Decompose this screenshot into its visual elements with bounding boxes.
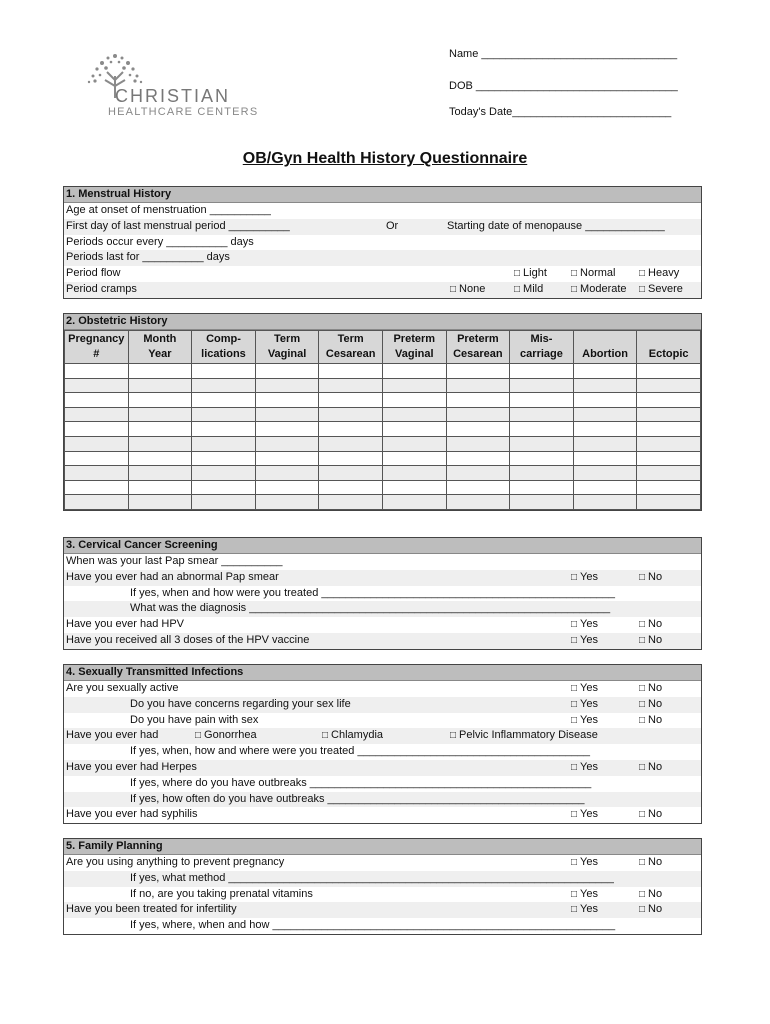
table-cell[interactable]: [128, 364, 192, 379]
table-cell[interactable]: [319, 407, 383, 422]
period-flow-row: Period flow □ Light □ Normal □ Heavy: [64, 266, 701, 282]
table-row: [65, 378, 701, 393]
yes-checkbox[interactable]: □ Yes: [571, 617, 598, 633]
table-row: [65, 495, 701, 510]
table-cell[interactable]: [510, 407, 574, 422]
column-header: [573, 331, 637, 364]
column-header-line1: Pregnancy: [68, 333, 125, 345]
no-checkbox[interactable]: □ No: [639, 713, 662, 729]
table-cell[interactable]: [192, 451, 256, 466]
yes-checkbox[interactable]: □ Yes: [571, 760, 598, 776]
table-cell[interactable]: [573, 422, 637, 437]
section-heading: 4. Sexually Transmitted Infections: [64, 665, 701, 681]
if-yes-when-row[interactable]: If yes, when, how and where were you treated ______________________________________: [130, 745, 590, 758]
column-header-line2: Cesarean: [453, 348, 503, 360]
table-cell[interactable]: [65, 422, 129, 437]
periods-every-row[interactable]: Periods occur every __________ days: [66, 235, 254, 248]
logo-christian-text: CHRISTIAN: [115, 86, 231, 106]
obstetric-table: [64, 330, 701, 510]
table-cell[interactable]: [128, 451, 192, 466]
column-header: [255, 331, 319, 364]
column-header-line1: Term: [337, 333, 364, 345]
table-cell[interactable]: [192, 466, 256, 481]
page-title: OB/Gyn Health History Questionnaire: [242, 150, 528, 167]
table-cell[interactable]: [319, 451, 383, 466]
section-heading: 5. Family Planning: [64, 839, 701, 855]
yes-checkbox[interactable]: □ Yes: [571, 887, 598, 903]
flow-light-checkbox[interactable]: □ Light: [514, 266, 547, 282]
name-field[interactable]: Name ________________________________: [449, 48, 678, 60]
pid-checkbox[interactable]: □ Pelvic Inflammatory Disease: [450, 728, 598, 744]
table-cell[interactable]: [637, 495, 701, 510]
yes-checkbox[interactable]: □ Yes: [571, 902, 598, 918]
table-cell[interactable]: [446, 422, 510, 437]
table-cell[interactable]: [446, 407, 510, 422]
sti-section: [63, 664, 702, 824]
cramps-severe-checkbox[interactable]: □ Severe: [639, 282, 683, 298]
table-cell[interactable]: [446, 364, 510, 379]
family-planning-section: [63, 838, 702, 935]
table-cell[interactable]: [255, 466, 319, 481]
column-header: [637, 331, 701, 364]
table-cell[interactable]: [446, 495, 510, 510]
no-checkbox[interactable]: □ No: [639, 697, 662, 713]
yes-checkbox[interactable]: □ Yes: [571, 855, 598, 871]
table-cell[interactable]: [637, 451, 701, 466]
section-heading: 1. Menstrual History: [64, 187, 701, 203]
table-cell[interactable]: [637, 480, 701, 495]
column-header: [128, 331, 192, 364]
table-cell[interactable]: [446, 480, 510, 495]
column-header-line2: Abortion: [582, 348, 628, 360]
no-checkbox[interactable]: □ No: [639, 633, 662, 649]
cramps-moderate-checkbox[interactable]: □ Moderate: [571, 282, 627, 298]
no-checkbox[interactable]: □ No: [639, 807, 662, 823]
periods-last-row[interactable]: Periods last for __________ days: [64, 250, 701, 266]
column-header: [446, 331, 510, 364]
column-header: [510, 331, 574, 364]
table-cell[interactable]: [510, 393, 574, 408]
table-cell[interactable]: [637, 364, 701, 379]
yes-checkbox[interactable]: □ Yes: [571, 570, 598, 586]
no-checkbox[interactable]: □ No: [639, 617, 662, 633]
menopause-field[interactable]: Starting date of menopause _____________: [447, 219, 665, 232]
table-cell[interactable]: [382, 393, 446, 408]
table-cell[interactable]: [637, 466, 701, 481]
no-checkbox[interactable]: □ No: [639, 902, 662, 918]
table-cell[interactable]: [255, 422, 319, 437]
column-header-line1: Comp-: [206, 333, 241, 345]
table-cell[interactable]: [573, 393, 637, 408]
sexually-active-row: Are you sexually active □ Yes □ No: [64, 681, 701, 697]
table-cell[interactable]: [573, 495, 637, 510]
table-cell[interactable]: [382, 495, 446, 510]
hpv-vaccine-row: Have you received all 3 doses of the HPV vaccine □ Yes □ No: [64, 633, 701, 649]
table-cell[interactable]: [573, 364, 637, 379]
table-row: [65, 480, 701, 495]
no-checkbox[interactable]: □ No: [639, 855, 662, 871]
column-header-line2: Year: [148, 348, 172, 360]
column-header: [65, 331, 129, 364]
table-cell[interactable]: [65, 364, 129, 379]
table-cell[interactable]: [192, 378, 256, 393]
menstrual-history-section: [63, 186, 702, 299]
table-cell[interactable]: [510, 466, 574, 481]
no-checkbox[interactable]: □ No: [639, 760, 662, 776]
table-cell[interactable]: [128, 407, 192, 422]
table-cell[interactable]: [65, 393, 129, 408]
table-cell[interactable]: [255, 495, 319, 510]
yes-checkbox[interactable]: □ Yes: [571, 681, 598, 697]
column-header-line2: Ectopic: [648, 348, 689, 360]
table-cell[interactable]: [192, 393, 256, 408]
no-checkbox[interactable]: □ No: [639, 570, 662, 586]
table-cell[interactable]: [637, 436, 701, 451]
herpes-row: Have you ever had Herpes □ Yes □ No: [64, 760, 701, 776]
column-header-line2: Cesarean: [325, 348, 376, 360]
cramps-mild-checkbox[interactable]: □ Mild: [514, 282, 543, 298]
pain-row: Do you have pain with sex □ Yes □ No: [64, 713, 701, 729]
table-cell[interactable]: [192, 422, 256, 437]
table-cell[interactable]: [510, 495, 574, 510]
column-header: [382, 331, 446, 364]
table-cell[interactable]: [319, 495, 383, 510]
yes-checkbox[interactable]: □ Yes: [571, 633, 598, 649]
table-cell[interactable]: [255, 451, 319, 466]
column-header-line1: Month: [143, 333, 177, 345]
table-cell[interactable]: [255, 407, 319, 422]
column-header-line1: Mis-: [530, 333, 553, 345]
column-header-line2: #: [93, 348, 100, 360]
period-cramps-row: Period cramps □ None □ Mild □ Moderate □ Severe: [64, 282, 701, 298]
column-header: [319, 331, 383, 364]
table-cell[interactable]: [510, 422, 574, 437]
age-onset-row[interactable]: Age at onset of menstruation __________: [66, 204, 271, 216]
obstetric-history-section: [63, 313, 702, 511]
table-cell[interactable]: [382, 364, 446, 379]
table-cell[interactable]: [255, 378, 319, 393]
table-cell[interactable]: [382, 480, 446, 495]
table-cell[interactable]: [192, 364, 256, 379]
section-heading: 2. Obstetric History: [64, 314, 701, 330]
dob-field[interactable]: DOB _________________________________: [449, 80, 678, 92]
table-row: [65, 407, 701, 422]
table-cell[interactable]: [637, 393, 701, 408]
table-cell[interactable]: [128, 393, 192, 408]
table-cell[interactable]: [446, 451, 510, 466]
table-cell[interactable]: [65, 378, 129, 393]
outbreaks-often-row[interactable]: If yes, how often do you have outbreaks __________________________________________: [64, 792, 701, 808]
table-cell[interactable]: [128, 466, 192, 481]
column-header-line2: carriage: [520, 348, 563, 360]
ever-had-row: Have you ever had □ Gonorrhea □ Chlamydia □ Pelvic Inflammatory Disease: [64, 728, 701, 744]
infertility-where-row[interactable]: If yes, where, when and how ________________________________________________________: [130, 919, 616, 932]
table-cell[interactable]: [382, 436, 446, 451]
flow-heavy-checkbox[interactable]: □ Heavy: [639, 266, 679, 282]
column-header: [192, 331, 256, 364]
flow-normal-checkbox[interactable]: □ Normal: [571, 266, 616, 282]
prenatal-row: If no, are you taking prenatal vitamins □ Yes □ No: [64, 887, 701, 903]
table-cell[interactable]: [573, 480, 637, 495]
table-cell[interactable]: [255, 364, 319, 379]
table-cell[interactable]: [255, 480, 319, 495]
prevent-row: Are you using anything to prevent pregnancy □ Yes □ No: [64, 855, 701, 871]
if-yes-treated-row[interactable]: If yes, when and how were you treated ________________________________________________: [130, 586, 616, 599]
table-cell[interactable]: [382, 407, 446, 422]
yes-checkbox[interactable]: □ Yes: [571, 713, 598, 729]
last-pap-row[interactable]: When was your last Pap smear __________: [66, 555, 283, 567]
logo: [80, 50, 259, 122]
chlamydia-checkbox[interactable]: □ Chlamydia: [322, 728, 383, 744]
no-checkbox[interactable]: □ No: [639, 887, 662, 903]
table-cell[interactable]: [255, 393, 319, 408]
table-cell[interactable]: [319, 378, 383, 393]
gonorrhea-checkbox[interactable]: □ Gonorrhea: [195, 728, 257, 744]
table-cell[interactable]: [382, 451, 446, 466]
concerns-row: Do you have concerns regarding your sex life □ Yes □ No: [64, 697, 701, 713]
hpv-row: Have you ever had HPV □ Yes □ No: [64, 617, 701, 633]
column-header-line1: [637, 332, 700, 347]
table-cell[interactable]: [510, 364, 574, 379]
table-cell[interactable]: [510, 451, 574, 466]
table-cell[interactable]: [446, 378, 510, 393]
table-cell[interactable]: [510, 378, 574, 393]
table-cell[interactable]: [319, 393, 383, 408]
syphilis-row: Have you ever had syphilis □ Yes □ No: [64, 807, 701, 823]
table-cell[interactable]: [65, 451, 129, 466]
outbreaks-where-row[interactable]: If yes, where do you have outbreaks ______________________________________________: [130, 776, 592, 789]
diagnosis-row[interactable]: What was the diagnosis ___________________________________________________________: [64, 601, 701, 617]
cramps-none-checkbox[interactable]: □ None: [450, 282, 485, 298]
todays-date-field[interactable]: Today's Date__________________________: [449, 106, 672, 118]
table-cell[interactable]: [382, 378, 446, 393]
table-cell[interactable]: [192, 480, 256, 495]
table-cell[interactable]: [637, 378, 701, 393]
table-cell[interactable]: [382, 466, 446, 481]
table-cell[interactable]: [65, 480, 129, 495]
first-day-row[interactable]: First day of last menstrual period __________ Or Starting date of menopause _____________: [64, 219, 701, 235]
logo-healthcare-text: HEALTHCARE CENTERS: [108, 106, 259, 118]
infertility-row: Have you been treated for infertility □ Yes □ No: [64, 902, 701, 918]
table-cell[interactable]: [128, 422, 192, 437]
table-cell[interactable]: [446, 393, 510, 408]
table-cell[interactable]: [192, 407, 256, 422]
table-cell[interactable]: [128, 378, 192, 393]
table-cell[interactable]: [573, 378, 637, 393]
column-header-line1: Preterm: [393, 333, 436, 345]
table-cell[interactable]: [637, 422, 701, 437]
abnormal-pap-row: Have you ever had an abnormal Pap smear □ Yes □ No: [64, 570, 701, 586]
cervical-screening-section: [63, 537, 702, 650]
table-cell[interactable]: [128, 495, 192, 510]
table-row: [65, 436, 701, 451]
yes-checkbox[interactable]: □ Yes: [571, 697, 598, 713]
table-row: [65, 422, 701, 437]
table-cell[interactable]: [192, 495, 256, 510]
table-cell[interactable]: [446, 466, 510, 481]
table-cell[interactable]: [573, 451, 637, 466]
no-checkbox[interactable]: □ No: [639, 681, 662, 697]
table-cell[interactable]: [319, 364, 383, 379]
section-heading: 3. Cervical Cancer Screening: [64, 538, 701, 554]
table-cell[interactable]: [382, 422, 446, 437]
table-cell[interactable]: [65, 495, 129, 510]
table-cell[interactable]: [637, 407, 701, 422]
table-cell[interactable]: [510, 480, 574, 495]
table-cell[interactable]: [319, 466, 383, 481]
table-row: [65, 364, 701, 379]
table-cell[interactable]: [192, 436, 256, 451]
table-cell[interactable]: [128, 436, 192, 451]
column-header-line1: Term: [274, 333, 301, 345]
table-cell[interactable]: [446, 436, 510, 451]
column-header-line2: lications: [201, 348, 246, 360]
table-cell[interactable]: [573, 407, 637, 422]
table-cell[interactable]: [128, 480, 192, 495]
yes-checkbox[interactable]: □ Yes: [571, 807, 598, 823]
table-cell[interactable]: [319, 436, 383, 451]
column-header-line1: [574, 332, 637, 347]
column-header-line2: Vaginal: [267, 348, 307, 360]
table-cell[interactable]: [510, 436, 574, 451]
table-cell[interactable]: [65, 466, 129, 481]
table-row: [65, 466, 701, 481]
table-cell[interactable]: [65, 436, 129, 451]
column-header-line2: Vaginal: [395, 348, 434, 360]
table-cell[interactable]: [319, 422, 383, 437]
table-row: [65, 393, 701, 408]
column-header-line1: Preterm: [457, 333, 499, 345]
table-cell[interactable]: [65, 407, 129, 422]
table-cell[interactable]: [255, 436, 319, 451]
table-row: [65, 451, 701, 466]
table-cell[interactable]: [319, 480, 383, 495]
table-cell[interactable]: [573, 436, 637, 451]
table-cell[interactable]: [573, 466, 637, 481]
method-row[interactable]: If yes, what method _______________________________________________________________: [64, 871, 701, 887]
